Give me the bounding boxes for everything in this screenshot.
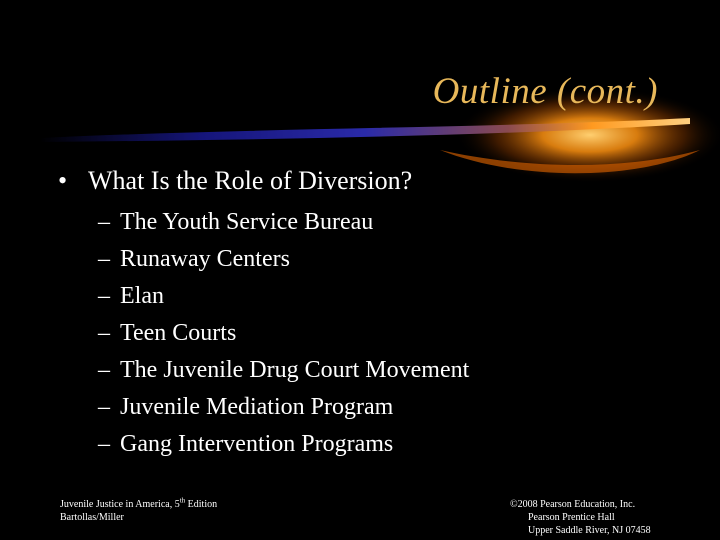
dash-icon: –	[98, 357, 110, 383]
list-item-text: The Juvenile Drug Court Movement	[120, 357, 470, 383]
footer-book-title	[60, 498, 217, 511]
list-item	[98, 315, 469, 352]
footer-authors: Bartollas/Miller	[60, 512, 124, 523]
list-item	[98, 278, 469, 315]
list-item-text: Gang Intervention Programs	[120, 431, 394, 457]
list-item	[98, 352, 469, 389]
list-item-text: Elan	[120, 283, 164, 309]
list-item-text: Runaway Centers	[120, 246, 290, 272]
dash-icon: –	[98, 246, 110, 272]
footer-copyright-line: ©2008 Pearson Education, Inc.	[510, 499, 636, 510]
main-bullet	[58, 166, 412, 196]
list-item	[98, 426, 469, 463]
main-bullet-text: What Is the Role of Diversion?	[88, 166, 413, 195]
dash-icon: –	[98, 394, 110, 420]
dash-icon: –	[98, 431, 110, 457]
footer-book-credit	[60, 498, 217, 524]
list-item	[98, 389, 469, 426]
dash-icon: –	[98, 209, 110, 235]
list-item-text: Juvenile Mediation Program	[120, 394, 394, 420]
dash-icon: –	[98, 320, 110, 346]
sub-bullet-list	[98, 204, 469, 463]
bullet-dot-icon: •	[58, 166, 68, 195]
footer-book-title-suffix: Edition	[185, 499, 218, 510]
list-item-text: Teen Courts	[120, 320, 237, 346]
footer-edition-sup: th	[179, 496, 186, 505]
list-item	[98, 204, 469, 241]
dash-icon: –	[98, 283, 110, 309]
slide-title: Outline (cont.)	[432, 71, 658, 112]
list-item	[98, 241, 469, 278]
list-item-text: The Youth Service Bureau	[120, 209, 374, 235]
footer-book-title-prefix: Juvenile Justice in America, 5	[60, 499, 180, 510]
footer-publisher: Pearson Prentice Hall	[528, 512, 615, 523]
footer-copyright	[510, 498, 651, 537]
footer-address: Upper Saddle River, NJ 07458	[528, 525, 651, 536]
